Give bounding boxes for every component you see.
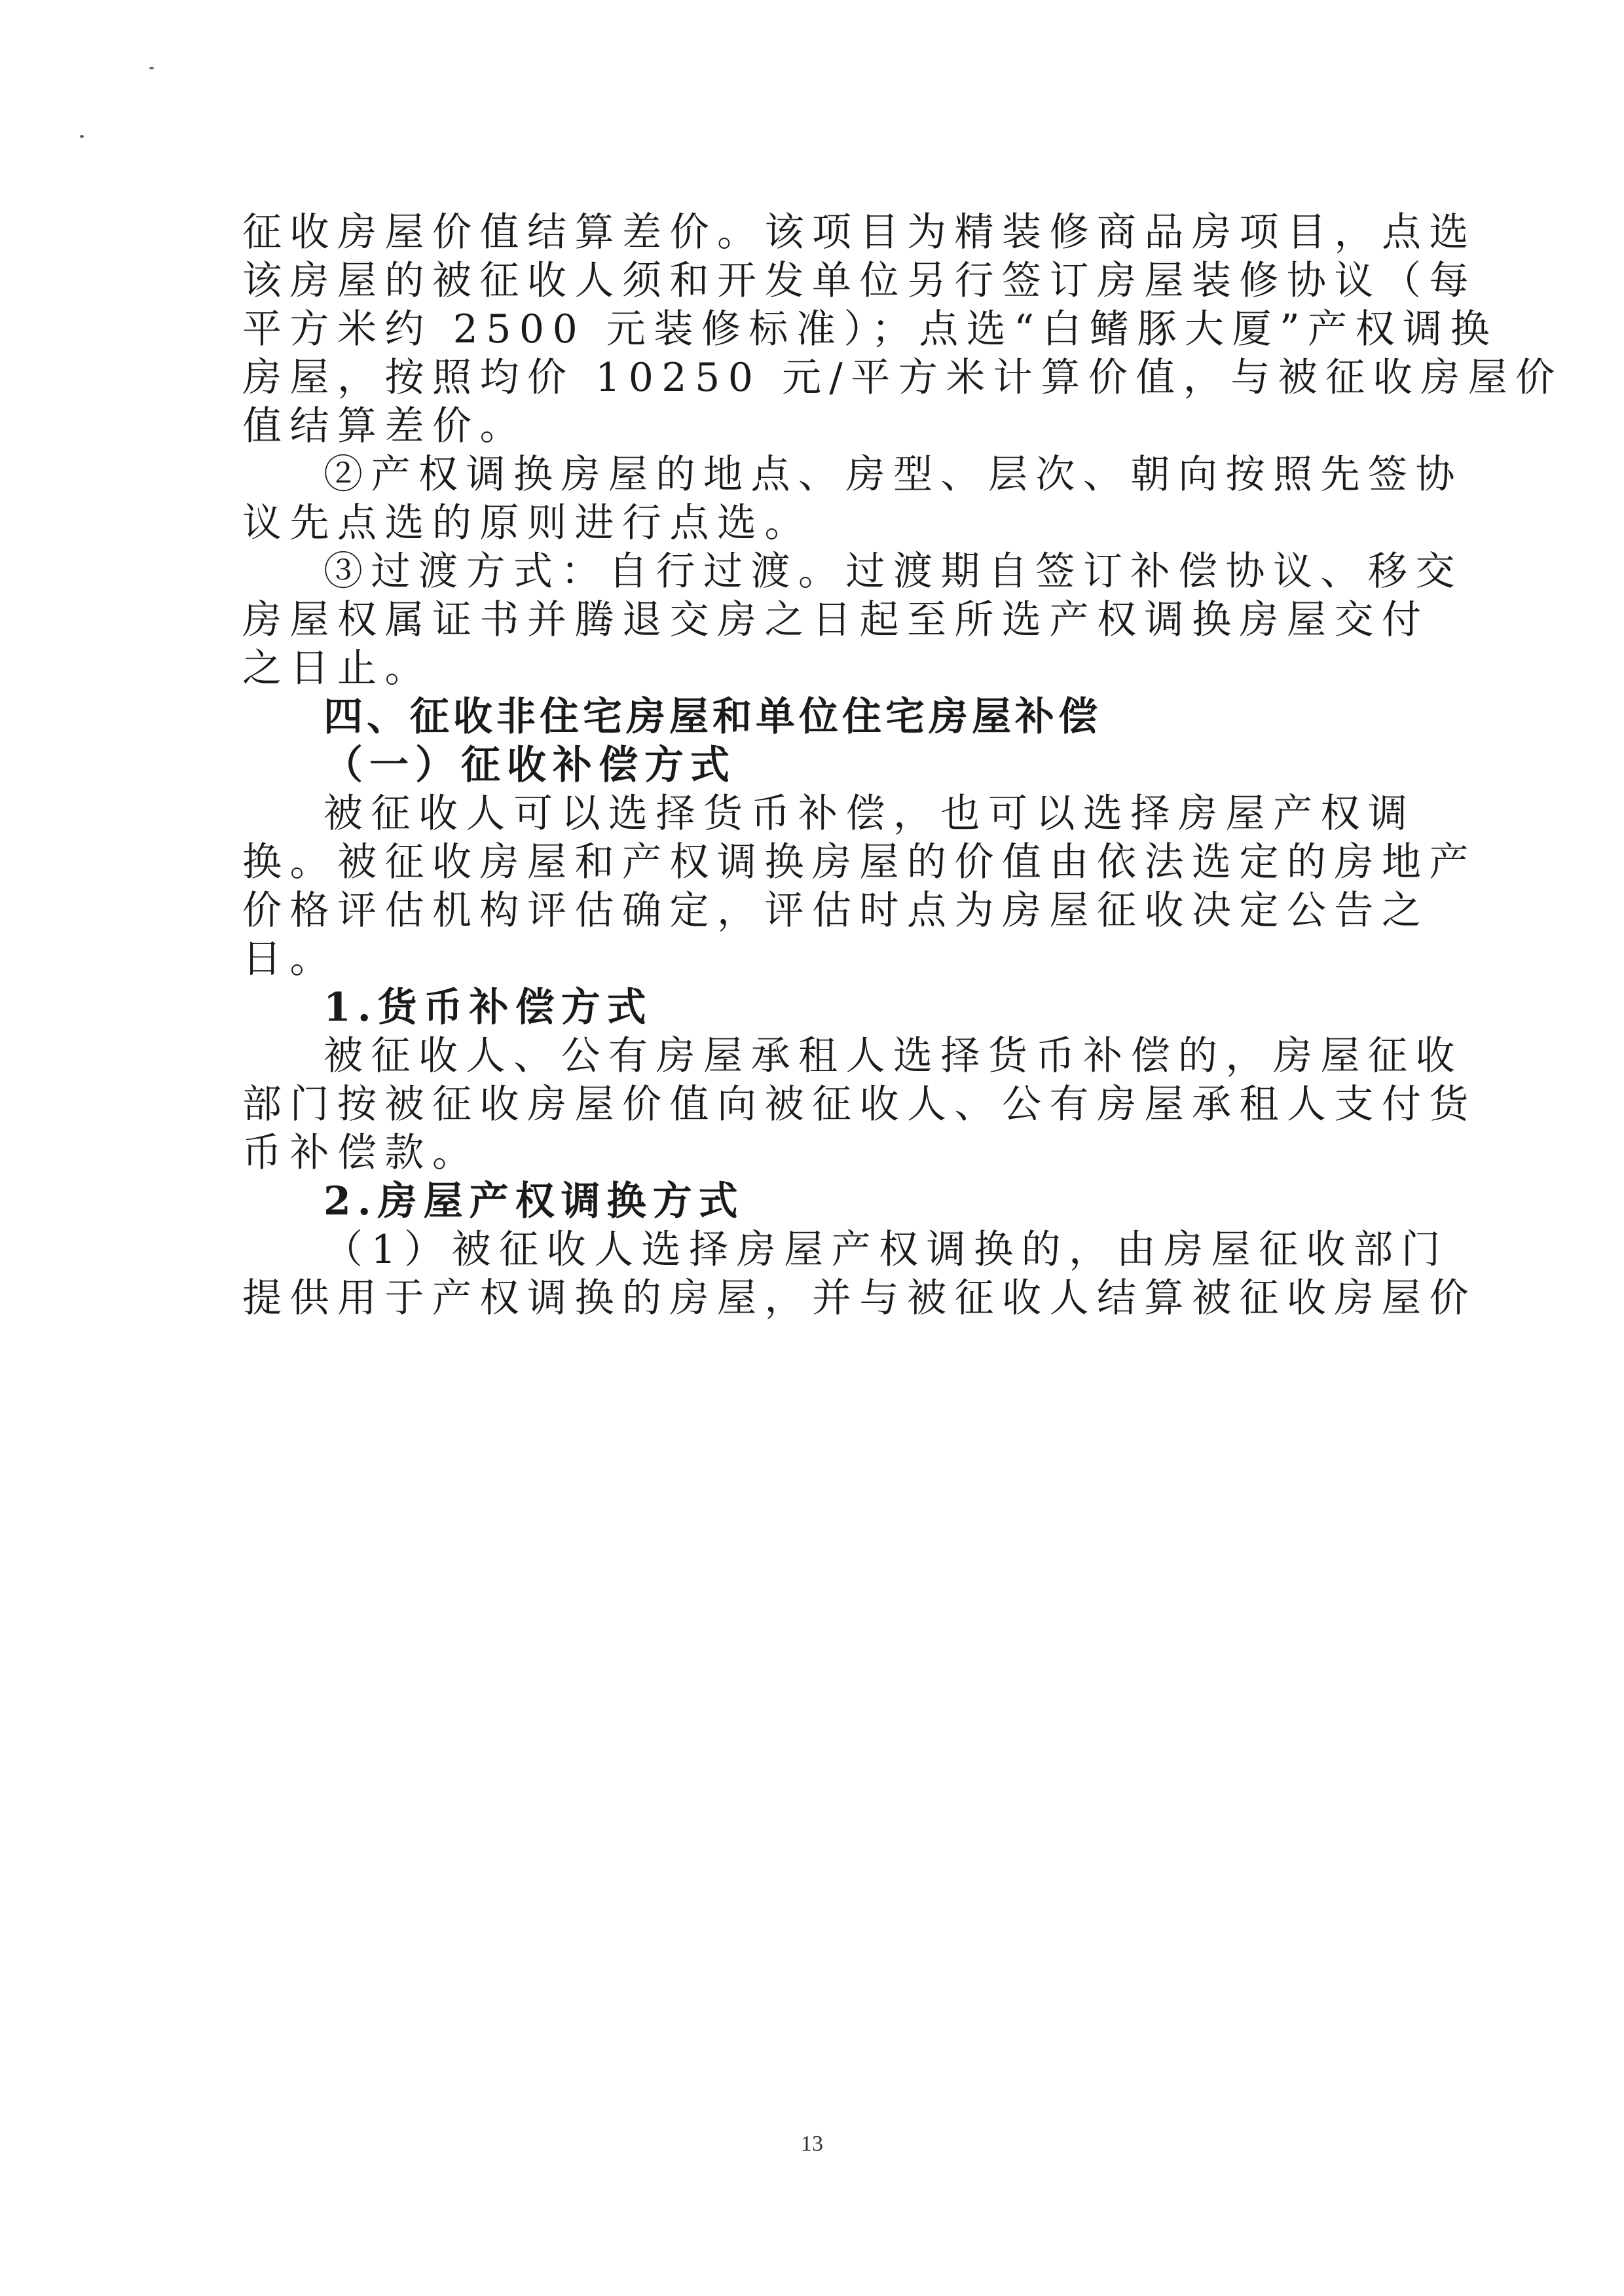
text-line: 该房屋的被征收人须和开发单位另行签订房屋装修协议（每 xyxy=(242,258,1477,304)
section-heading: 四、征收非住宅房屋和单位住宅房屋补偿 xyxy=(323,694,1101,740)
text-line: 换。被征收房屋和产权调换房屋的价值由依法选定的房地产 xyxy=(242,839,1477,885)
document-body xyxy=(242,208,1563,1371)
text-line: 提供用于产权调换的房屋，并与被征收人结算被征收房屋价 xyxy=(242,1275,1477,1321)
text-line: ③过渡方式：自行过渡。过渡期自签订补偿协议、移交 xyxy=(323,549,1463,594)
text-line: 征收房屋价值结算差价。该项目为精装修商品房项目，点选 xyxy=(242,210,1477,255)
page-number: 13 xyxy=(801,2132,823,2156)
paragraph xyxy=(242,1226,1477,1371)
text-line: 币补偿款。 xyxy=(242,1130,480,1176)
text-line: 日。 xyxy=(242,936,337,982)
text-line: 被征收人可以选择货币补偿，也可以选择房屋产权调 xyxy=(323,791,1416,837)
scan-speck xyxy=(80,135,84,138)
text-line: 之日止。 xyxy=(242,646,432,691)
text-line: 值结算差价。 xyxy=(242,403,527,449)
scan-speck xyxy=(149,67,154,69)
text-line: （1）被征收人选择房屋产权调换的，由房屋征收部门 xyxy=(323,1227,1449,1273)
subsection-heading: （一）征收补偿方式 xyxy=(323,742,736,788)
text-line: 议先点选的原则进行点选。 xyxy=(242,500,812,546)
text-line: 房屋权属证书并腾退交房之日起至所选产权调换房屋交付 xyxy=(242,597,1430,643)
text-line: 价格评估机构评估确定，评估时点为房屋征收决定公告之 xyxy=(242,888,1430,934)
text-line: ②产权调换房屋的地点、房型、层次、朝向按照先签协 xyxy=(323,452,1463,498)
subsection-heading: 1.货币补偿方式 xyxy=(323,985,653,1030)
text-line: 部门按被征收房屋价值向被征收人、公有房屋承租人支付货 xyxy=(242,1082,1477,1127)
text-line: 房屋，按照均价 10250 元/平方米计算价值，与被征收房屋价 xyxy=(242,355,1563,401)
text-line: 平方米约 2500 元装修标准）；点选“白鳍豚大厦”产权调换 xyxy=(242,306,1498,352)
text-line: 被征收人、公有房屋承租人选择货币补偿的，房屋征收 xyxy=(323,1033,1463,1079)
subsection-heading: 2.房屋产权调换方式 xyxy=(323,1178,745,1224)
